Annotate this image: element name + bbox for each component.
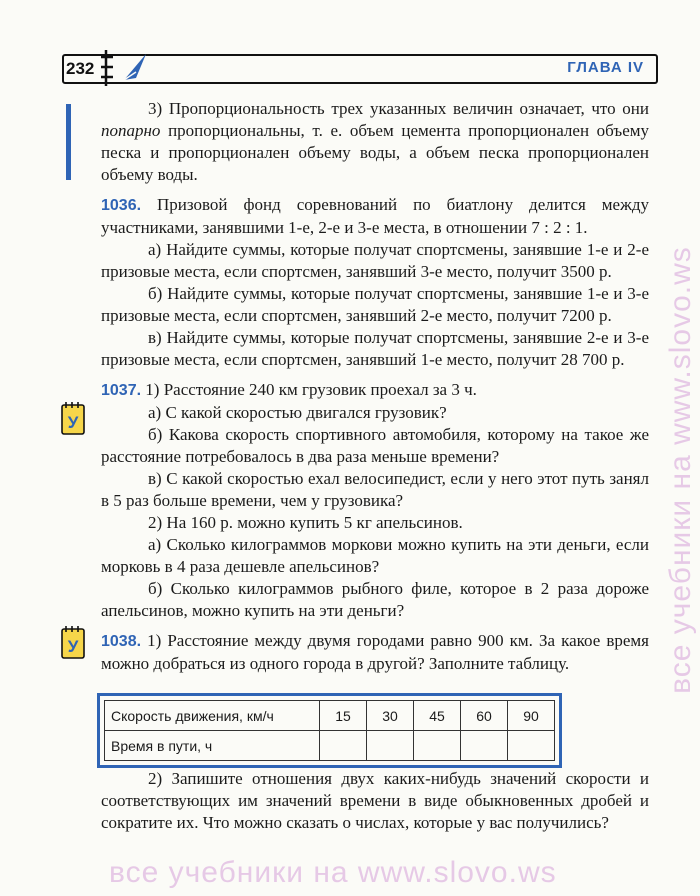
page-number: 232 xyxy=(66,59,95,78)
table-row-label: Скорость движения, км/ч xyxy=(105,701,320,731)
table-cell xyxy=(367,731,414,761)
problem-1037-1b: б) Какова скорость спортивного автомобиля, которому на такое же расстояние потребовалось в два раза меньше времени? xyxy=(101,425,649,466)
intro-paragraph: 3) Пропорциональность трех указанных величин означает, что они попарно пропорциональны, т. е. объем цемента пропорционален объему песка и пропорционален объему воды, а объем песка пропорционален объему воды. xyxy=(101,99,649,184)
page-body xyxy=(101,98,649,675)
problem-1037-statement: 1037. 1) Расстояние 240 км грузовик проехал за 3 ч. xyxy=(101,380,477,399)
table-cell xyxy=(320,731,367,761)
spiral-binding-icon xyxy=(100,50,114,86)
table-cell: 15 xyxy=(320,701,367,731)
notebook-u-badge-icon xyxy=(60,402,88,436)
problem-1038-part-2: 2) Запишите отношения двух каких-нибудь значений скорости и соответствующих им значений времени в виде обыкновенных дробей и сократите их. Что можно сказать о числах, которые у вас получились? xyxy=(101,769,649,832)
badge-letter: У xyxy=(67,637,79,656)
page-header xyxy=(62,50,658,86)
table-row xyxy=(105,701,555,731)
speed-time-table xyxy=(104,700,555,761)
problem-1036-part-b: б) Найдите суммы, которые получат спортсмены, занявшие 1-е и 3-е призовые места, если спортсмен, занявший 2-е место, получит 7200 р. xyxy=(101,284,649,325)
problem-number: 1036. xyxy=(101,197,142,214)
chapter-title: ГЛАВА IV xyxy=(567,59,644,76)
problem-1037-2: 2) На 160 р. можно купить 5 кг апельсинов. xyxy=(148,513,463,532)
table-row xyxy=(105,731,555,761)
table-cell: 45 xyxy=(414,701,461,731)
table-cell: 90 xyxy=(508,701,555,731)
watermark-vertical: все учебники на www.slovo.ws xyxy=(664,246,697,694)
page-body-end xyxy=(101,768,649,834)
table-row-label: Время в пути, ч xyxy=(105,731,320,761)
problem-1036-part-c: в) Найдите суммы, которые получат спортсмены, занявшие 2-е и 3-е призовые места, если спортсмен, занявший 1-е место, получит 28 700 р. xyxy=(101,328,649,369)
notebook-u-badge-icon xyxy=(60,626,88,660)
emphasis-text: попарно xyxy=(101,121,161,140)
problem-1037-1c: в) С какой скоростью ехал велосипедист, если у него этот путь занял в 5 раз больше времени, чем у грузовика? xyxy=(101,469,649,510)
paper-plane-icon xyxy=(122,52,148,82)
badge-letter: У xyxy=(67,413,79,432)
table-cell: 30 xyxy=(367,701,414,731)
problem-number: 1038. xyxy=(101,633,142,650)
problem-1036-statement: 1036. Призовой фонд соревнований по биатлону делится между участниками, занявшими 1-е, 2-е и 3-е места, в отношении 7 : 2 : 1. xyxy=(101,195,650,237)
problem-number: 1037. xyxy=(101,382,142,399)
problem-1038-statement: 1038. 1) Расстояние между двумя городами равно 900 км. За какое время можно добраться из одного города в другой? Заполните таблицу. xyxy=(101,631,650,673)
problem-1037-2b: б) Сколько килограммов рыбного филе, которое в 2 раза дороже апельсинов, можно купить на эти деньги? xyxy=(101,579,649,620)
problem-1037-2a: а) Сколько килограммов моркови можно купить на эти деньги, если морковь в 4 раза дешевле апельсинов? xyxy=(101,535,649,576)
table-cell xyxy=(461,731,508,761)
problem-1036-part-a: а) Найдите суммы, которые получат спортсмены, занявшие 1-е и 2-е призовые места, если спортсмен, занявший 3-е место, получит 3500 р. xyxy=(101,240,649,281)
watermark-bottom: все учебники на www.slovo.ws xyxy=(109,856,557,889)
table-cell: 60 xyxy=(461,701,508,731)
margin-bar xyxy=(66,104,71,180)
problem-1037-1a: а) С какой скоростью двигался грузовик? xyxy=(148,403,447,422)
table-cell xyxy=(414,731,461,761)
table-cell xyxy=(508,731,555,761)
